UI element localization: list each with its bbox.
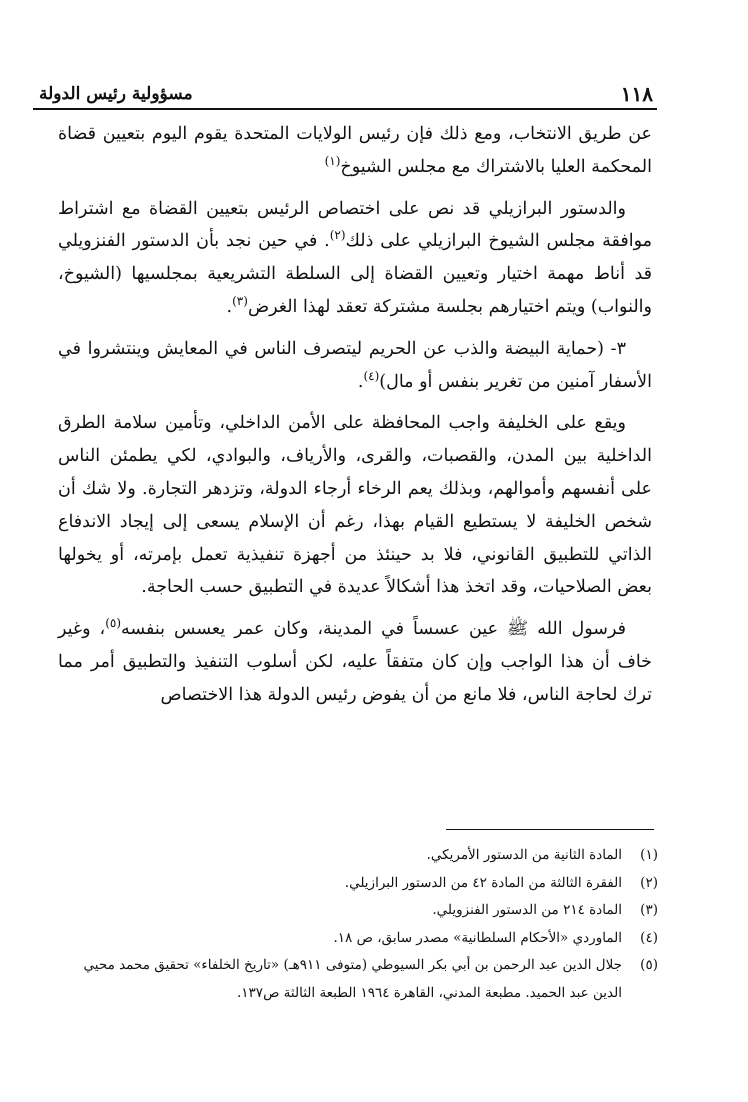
footnote-5 xyxy=(62,952,658,1007)
footnote-text: المادة ٢١٤ من الدستور الفنزويلي. xyxy=(432,902,622,918)
footnote-ref-4: (٤) xyxy=(363,368,380,383)
paragraph-1-text: عن طريق الانتخاب، ومع ذلك فإن رئيس الولايات المتحدة يقوم اليوم بتعيين قضاة المحكمة العليا بالاشتراك مع مجلس الشيوخ xyxy=(58,124,652,177)
footnote-rule xyxy=(446,829,654,830)
footnote-number: (٢) xyxy=(640,874,658,891)
footnote-text: الماوردي «الأحكام السلطانية» مصدر سابق، ص ١٨. xyxy=(333,929,622,946)
body-text xyxy=(58,118,652,721)
footnote-ref-1: (١) xyxy=(324,153,341,168)
footnote-4 xyxy=(62,925,658,953)
paragraph-5-text-b: ، وغير خاف أن هذا الواجب وإن كان متفقاً عليه، لكن أسلوب التنفيذ والتطبيق أمر مما ترك لحاجة الناس، فلا مانع من أن يفوض رئيس الدولة هذا الاختصاص xyxy=(58,619,652,705)
paragraph-2 xyxy=(58,193,652,324)
footnote-text: الفقرة الثالثة من المادة ٤٢ من الدستور البرازيلي. xyxy=(344,874,622,891)
paragraph-5 xyxy=(58,613,652,711)
paragraph-3 xyxy=(58,333,652,399)
footnote-ref-3: (٣) xyxy=(232,294,248,309)
footnote-number: (٣) xyxy=(640,902,658,918)
paragraph-1 xyxy=(58,118,652,184)
paragraph-3-end: . xyxy=(357,371,364,392)
header-rule xyxy=(33,108,657,110)
paragraph-2-text-b: . في حين نجد بأن الدستور الفنزويلي قد أناط مهمة اختيار وتعيين القضاة إلى السلطة التشريعية بمجلسيها (الشيوخ، والنواب) ويتم اختيارهم بجلسة مشتركة تعقد لهذا الغرض xyxy=(58,231,652,317)
footnote-number: (٤) xyxy=(640,929,658,946)
running-title: مسؤولية رئيس الدولة xyxy=(39,84,193,104)
footnote-number: (٥) xyxy=(640,957,658,973)
paragraph-2-text-a: والدستور البرازيلي قد نص على اختصاص الرئيس بتعيين القضاة مع اشتراط موافقة مجلس الشيوخ البرازيلي على ذلك xyxy=(58,198,653,252)
footnote-1 xyxy=(62,842,658,870)
paragraph-2-text-c: . xyxy=(226,296,233,317)
paragraph-3-text: ٣- (حماية البيضة والذب عن الحريم ليتصرف الناس في المعايش وينتشروا في الأسفار آمنين من تغرير بنفس أو مال) xyxy=(58,338,652,392)
footnote-text: جلال الدين عبد الرحمن بن أبي بكر السيوطي (متوفى ٩١١هـ) «تاريخ الخلفاء» تحقيق محمد محيي الدين عبد الحميد. مطبعة المدني، القاهرة ١٩٦٤ الطبعة الثالثة ص١٣٧. xyxy=(83,957,622,1001)
footnotes xyxy=(62,842,658,1007)
paragraph-5-text-a: فرسول الله ﷺ عين عسساً في المدينة، وكان عمر يعسس بنفسه xyxy=(121,619,626,640)
footnote-ref-2: (٢) xyxy=(329,228,346,243)
footnote-3 xyxy=(62,897,658,925)
footnote-2 xyxy=(62,870,658,898)
footnote-ref-5: (٥) xyxy=(105,616,122,631)
paragraph-4 xyxy=(58,407,652,604)
page-number: ١١٨ xyxy=(620,82,653,106)
footnote-text: المادة الثانية من الدستور الأمريكي. xyxy=(426,847,622,863)
page-header xyxy=(33,80,657,110)
footnote-number: (١) xyxy=(640,847,658,863)
paragraph-4-text: ويقع على الخليفة واجب المحافظة على الأمن الداخلي، وتأمين سلامة الطرق الداخلية بين المدن، والقصبات، والقرى، والأرياف، والبوادي، لكي يطمئن الناس على أنفسهم وأموالهم، وبذلك يعم الرخاء أرجاء الدولة، وتزدهر التجارة. ولا شك أن شخص الخليفة لا يستطيع القيام بهذا، رغم أن الإسلام يسعى إلى إيجاد الاندفاع الذاتي للتطبيق القانوني، فلا بد حينئذ من أجهزة تنفيذية تعمل بإمرته، أو يخولها بعض الصلاحيات، وقد اتخذ هذا أشكالاً عديدة في التطبيق حسب الحاجة. xyxy=(58,413,652,598)
